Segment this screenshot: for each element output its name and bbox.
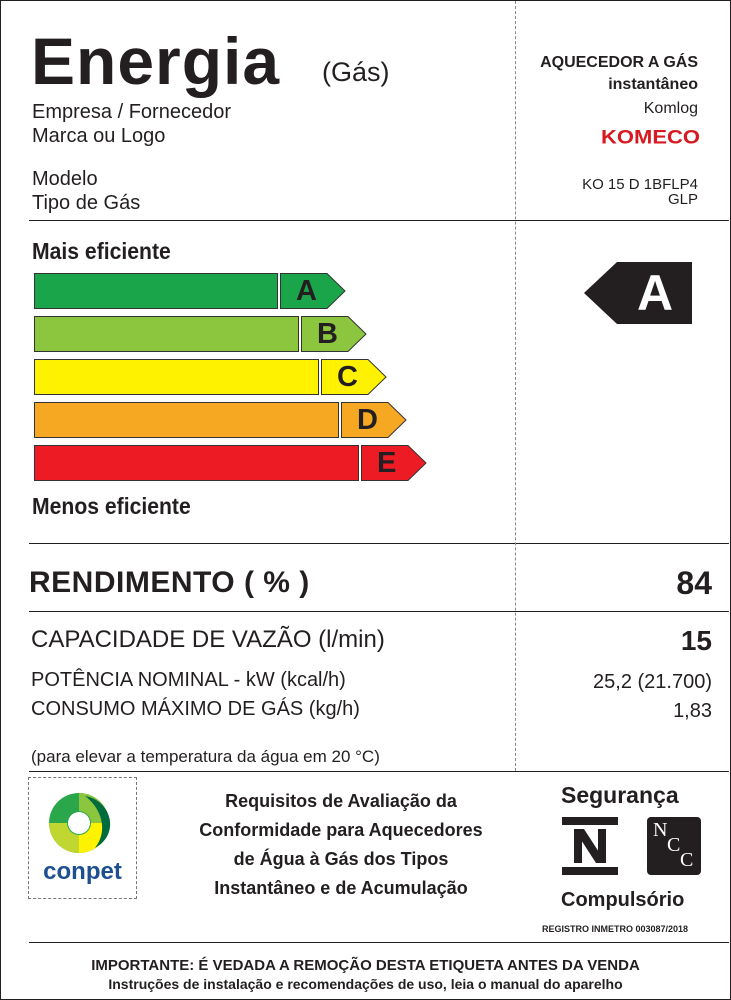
ncc-icon (647, 817, 701, 875)
modelo-label: Modelo (32, 168, 98, 190)
efficiency-letter: C (337, 361, 358, 393)
requirements-line: Requisitos de Avaliação da (225, 791, 457, 811)
marca-label: Marca ou Logo (32, 125, 166, 147)
gas-type-value: GLP (667, 191, 698, 208)
importante-text: IMPORTANTE: É VEDADA A REMOÇÃO DESTA ETIQUETA ANTES DA VENDA (91, 957, 640, 974)
label-subtitle: (Gás) (322, 57, 390, 87)
requirements-line: Conformidade para Aquecedores (199, 820, 483, 840)
capacidade-label: CAPACIDADE DE VAZÃO (l/min) (31, 626, 385, 653)
inmetro-icon (562, 817, 618, 875)
ncc-letter: C (680, 849, 694, 871)
efficiency-bar-fill (34, 273, 278, 309)
least-efficient-label: Menos eficiente (32, 493, 191, 519)
divider (29, 771, 729, 772)
requirements-text (161, 787, 521, 903)
registro-text: REGISTRO INMETRO 003087/2018 (542, 924, 689, 934)
column-divider (515, 1, 516, 771)
seguranca-label: Segurança (561, 782, 679, 808)
potencia-value: 25,2 (21.700) (593, 671, 712, 693)
consumo-label: CONSUMO MÁXIMO DE GÁS (kg/h) (31, 698, 360, 720)
rating-arrow (584, 262, 692, 324)
divider (29, 543, 729, 544)
divider (29, 942, 729, 943)
manufacturer-name: Komlog (643, 100, 698, 117)
rendimento-label: RENDIMENTO ( % ) (29, 566, 310, 599)
product-type: AQUECEDOR A GÁS (540, 54, 698, 71)
efficiency-letter: E (377, 447, 397, 479)
model-value: KO 15 D 1BFLP4 (582, 176, 698, 193)
product-subtype: instantâneo (608, 76, 698, 93)
capacidade-value: 15 (680, 625, 712, 656)
efficiency-letter: B (317, 318, 338, 350)
most-efficient-label: Mais eficiente (32, 238, 171, 264)
ncc-letter: N (653, 819, 668, 841)
instrucoes-text: Instruções de instalação e recomendações de uso, leia o manual do aparelho (108, 976, 623, 992)
conpet-logo (28, 777, 137, 899)
conpet-swirl-icon (29, 778, 136, 862)
efficiency-bar-fill (34, 402, 339, 438)
consumo-value: 1,83 (673, 700, 712, 722)
divider (29, 220, 729, 221)
ncc-letter: C (667, 834, 681, 856)
rendimento-value: 84 (676, 565, 712, 601)
brand-logo: KOMECO (601, 125, 700, 148)
efficiency-bar-fill (34, 316, 299, 352)
label-title: Energia (31, 24, 281, 98)
efficiency-bar-fill (34, 445, 359, 481)
efficiency-letter: A (296, 275, 317, 307)
efficiency-bar-fill (34, 359, 319, 395)
efficiency-letter: D (357, 404, 378, 436)
potencia-label: POTÊNCIA NOMINAL - kW (kcal/h) (31, 669, 346, 691)
empresa-label: Empresa / Fornecedor (32, 101, 231, 123)
compulsorio-label: Compulsório (561, 889, 685, 911)
conpet-text: conpet (43, 858, 122, 885)
requirements-line: Instantâneo e de Acumulação (214, 878, 468, 898)
temperature-note: (para elevar a temperatura da água em 20 °C) (31, 747, 380, 766)
requirements-line: de Água à Gás dos Tipos (233, 849, 449, 869)
rating-letter: A (636, 265, 674, 321)
divider (29, 611, 729, 612)
tipo-gas-label: Tipo de Gás (32, 192, 141, 214)
